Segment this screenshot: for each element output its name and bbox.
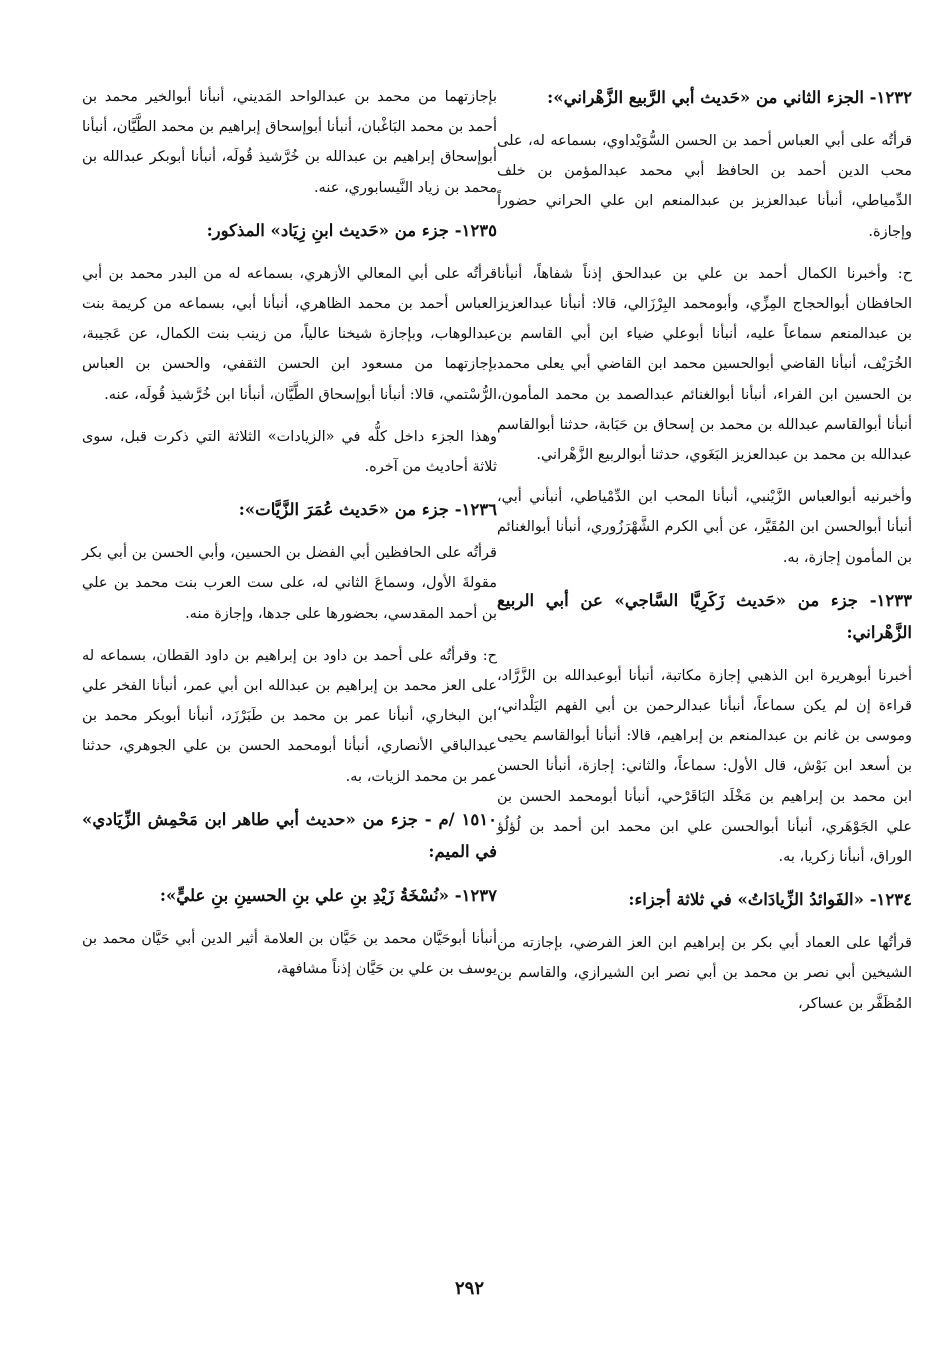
paragraph: قرأتُه على أبي المعالي الأزهري، بسماعه له من البدر محمد بن أبي العباس أحمد بن محمد الظاهري، أنبأنا أبي، بسماعه من كريمة بنت عبدالوهاب، وبإجازة شيخنا عالياً، من زينب بنت الكمال، عن عَجيبة، بإجازتهما من مسعود ابن الحسن الثقفي، والحسن بن العباس الرُّسْتمي، قالا: أنبأنا أبوإسحاق الطَّيَّان، أنبأنا ابن خُرَّشيذ قُولَه، عنه. bbox=[82, 265, 497, 403]
entry-heading: ١٢٣٧- «نُسْخَةُ زَيْدِ بنِ علي بنِ الحسينِ بنِ عليٍّ»: bbox=[159, 885, 497, 905]
left-column bbox=[82, 82, 497, 996]
paragraph: أخبرنا أبوهريرة ابن الذهبي إجازة مكاتبة، أنبأنا أبوعبدالله بن الزَّرَّاد، قراءة إن لم يكن سماعاً، أنبأنا عبدالرحمن بن أبي الفهم اليَلْداني، وموسى بن غانم بن عبدالمنعم بن إبراهيم، قالا: أنبأنا أبوالقاسم يحيى بن أسعد ابن بَوْش، قال الأول: سماعاً، والثاني: إجازة، أنبأنا الحسن ابن محمد بن إبراهيم بن مَخْلَد البَاقَرْحي، أنبأنا أبومحمد الحسن بن علي الجَوْهَري، أنبأنا أبوالحسن علي ابن محمد ابن أحمد بن لُؤلُؤ الوراق، أنبأنا زكريا، به. bbox=[497, 667, 912, 866]
paragraph: وهذا الجزء داخل كلُّه في «الزيادات» الثلاثة التي ذكرت قبل، سوى ثلاثة أحاديث من آخره. bbox=[82, 428, 497, 476]
entry-heading: ١٥١٠ /م - جزء من «حديث أبي طاهر ابن مَحْمِش الزِّيَادي» في الميم: bbox=[82, 809, 497, 861]
paragraph: أنبأنا أبوحَيَّان محمد بن حَيَّان بن العلامة أثير الدين أبي حَيَّان محمد بن يوسف بن علي بن حَيَّان إذناً مشافهة، bbox=[82, 930, 497, 978]
right-column bbox=[497, 82, 912, 1031]
entry-heading: ١٢٣٢- الجزء الثاني من «حَديث أبي الرَّبيع الزَّهْراني»: bbox=[547, 88, 912, 107]
paragraph: وأخبرنيه أبوالعباس الزَّيْنبي، أنبأنا المحب ابن الدِّمْياطي، أنبأني أبي، أنبأنا أبوالحسن ابن المُقَيَّر، عن أبي الكرم الشَّهْرَزُوري، أنبأنا أبوالغنائم بن المأمون إجازة، به. bbox=[497, 489, 912, 566]
entry-heading: ١٢٣٥- جزء من «حَديث ابنِ زِيَاد» المذكور: bbox=[206, 220, 497, 240]
entry-heading: ١٢٣٦- جزء من «حَديث عُمَرَ الزَّيَّات»: bbox=[238, 500, 497, 520]
paragraph: قرأتُه على أبي العباس أحمد بن الحسن السُّوَيْداوي، بسماعه له، على محب الدين أحمد بن الحافظ أبي محمد عبدالمؤمن بن خلف الدِّمياطي، أنبأنا عبدالعزيز بن عبدالمنعم ابن علي الحراني حضوراً وإجازة. bbox=[497, 133, 912, 240]
entry-heading: ١٢٣٤- «الفَوائدُ الزِّيادَاتُ» في ثلاثة أجزاء: bbox=[628, 890, 912, 910]
page-number: ٢٩٢ bbox=[454, 1278, 484, 1299]
paragraph: ح: وأخبرنا الكمال أحمد بن علي بن عبدالحق إذناً شفاهاً، أنبأنا الحافظان أبوالحجاج المِزِّي، وأبومحمد البِرْزَالي، قالا: أنبأنا عبدالعزيز بن عبدالمنعم سماعاً عليه، أنبأنا أبوعلي ضياء ابن أبي القاسم بن الخُرَيْف، أنبأنا القاضي أبوالحسين محمد ابن القاضي أبي يعلى محمد بن الحسين ابن الفراء، أنبأنا أبوالغنائم عبدالصمد بن محمد المأمون، أنبأنا أبوالقاسم عبدالله بن محمد بن إسحاق بن حَبَابة، حدثنا أبوالقاسم عبدالله بن محمد بن عبدالعزيز البَغَوي، حدثنا أبوالربيع الزَّهْراني. bbox=[497, 265, 912, 464]
entry-heading: ١٢٣٣- جزء من «حَديث زَكَرِيَّا السَّاجي» عن أبي الربيع الزَّهْراني: bbox=[497, 590, 912, 642]
paragraph: ح: وقرأتُه على أحمد بن داود بن إبراهيم بن داود القطان، بسماعه له على العز محمد بن إبراهيم بن عبدالله ابن أبي عمر، أنبأنا الفخر علي ابن البخاري، أنبأنا عمر بن محمد بن طَبَرْزَد، أنبأنا أبوبكر محمد بن عبدالباقي الأنصاري، أنبأنا أبومحمد الحسن بن علي الجوهري، حدثنا عمر بن محمد الزيات، به. bbox=[82, 647, 497, 785]
paragraph: قرأتُها على العماد أبي بكر بن إبراهيم ابن العز الفرضي، بإجازته من الشيخين أبي نصر بن محمد بن أبي نصر ابن الشيرازي، والقاسم بن المُظَفَّر بن عساكر، bbox=[497, 935, 912, 1012]
paragraph: قرأتُه على الحافظين أبي الفضل بن الحسين، وأبي الحسن بن أبي بكر مقولةَ الأول، وسماعَ الثاني له، على ست العرب بنت محمد بن علي بن أحمد المقدسي، بحضورها على جدها، وإجازة منه. bbox=[82, 545, 497, 622]
paragraph: بإجازتهما من محمد بن عبدالواحد المَديني، أنبأنا أبوالخير محمد بن أحمد بن محمد البَاغْبان، أنبأنا أبوإسحاق إبراهيم بن محمد الطَّيَّان، أنبأنا أبوإسحاق إبراهيم بن عبدالله بن خُرَّشيذ قُولَه، أنبأنا أبوبكر عبدالله بن محمد بن زياد النَّيسابوري، عنه. bbox=[82, 89, 497, 196]
